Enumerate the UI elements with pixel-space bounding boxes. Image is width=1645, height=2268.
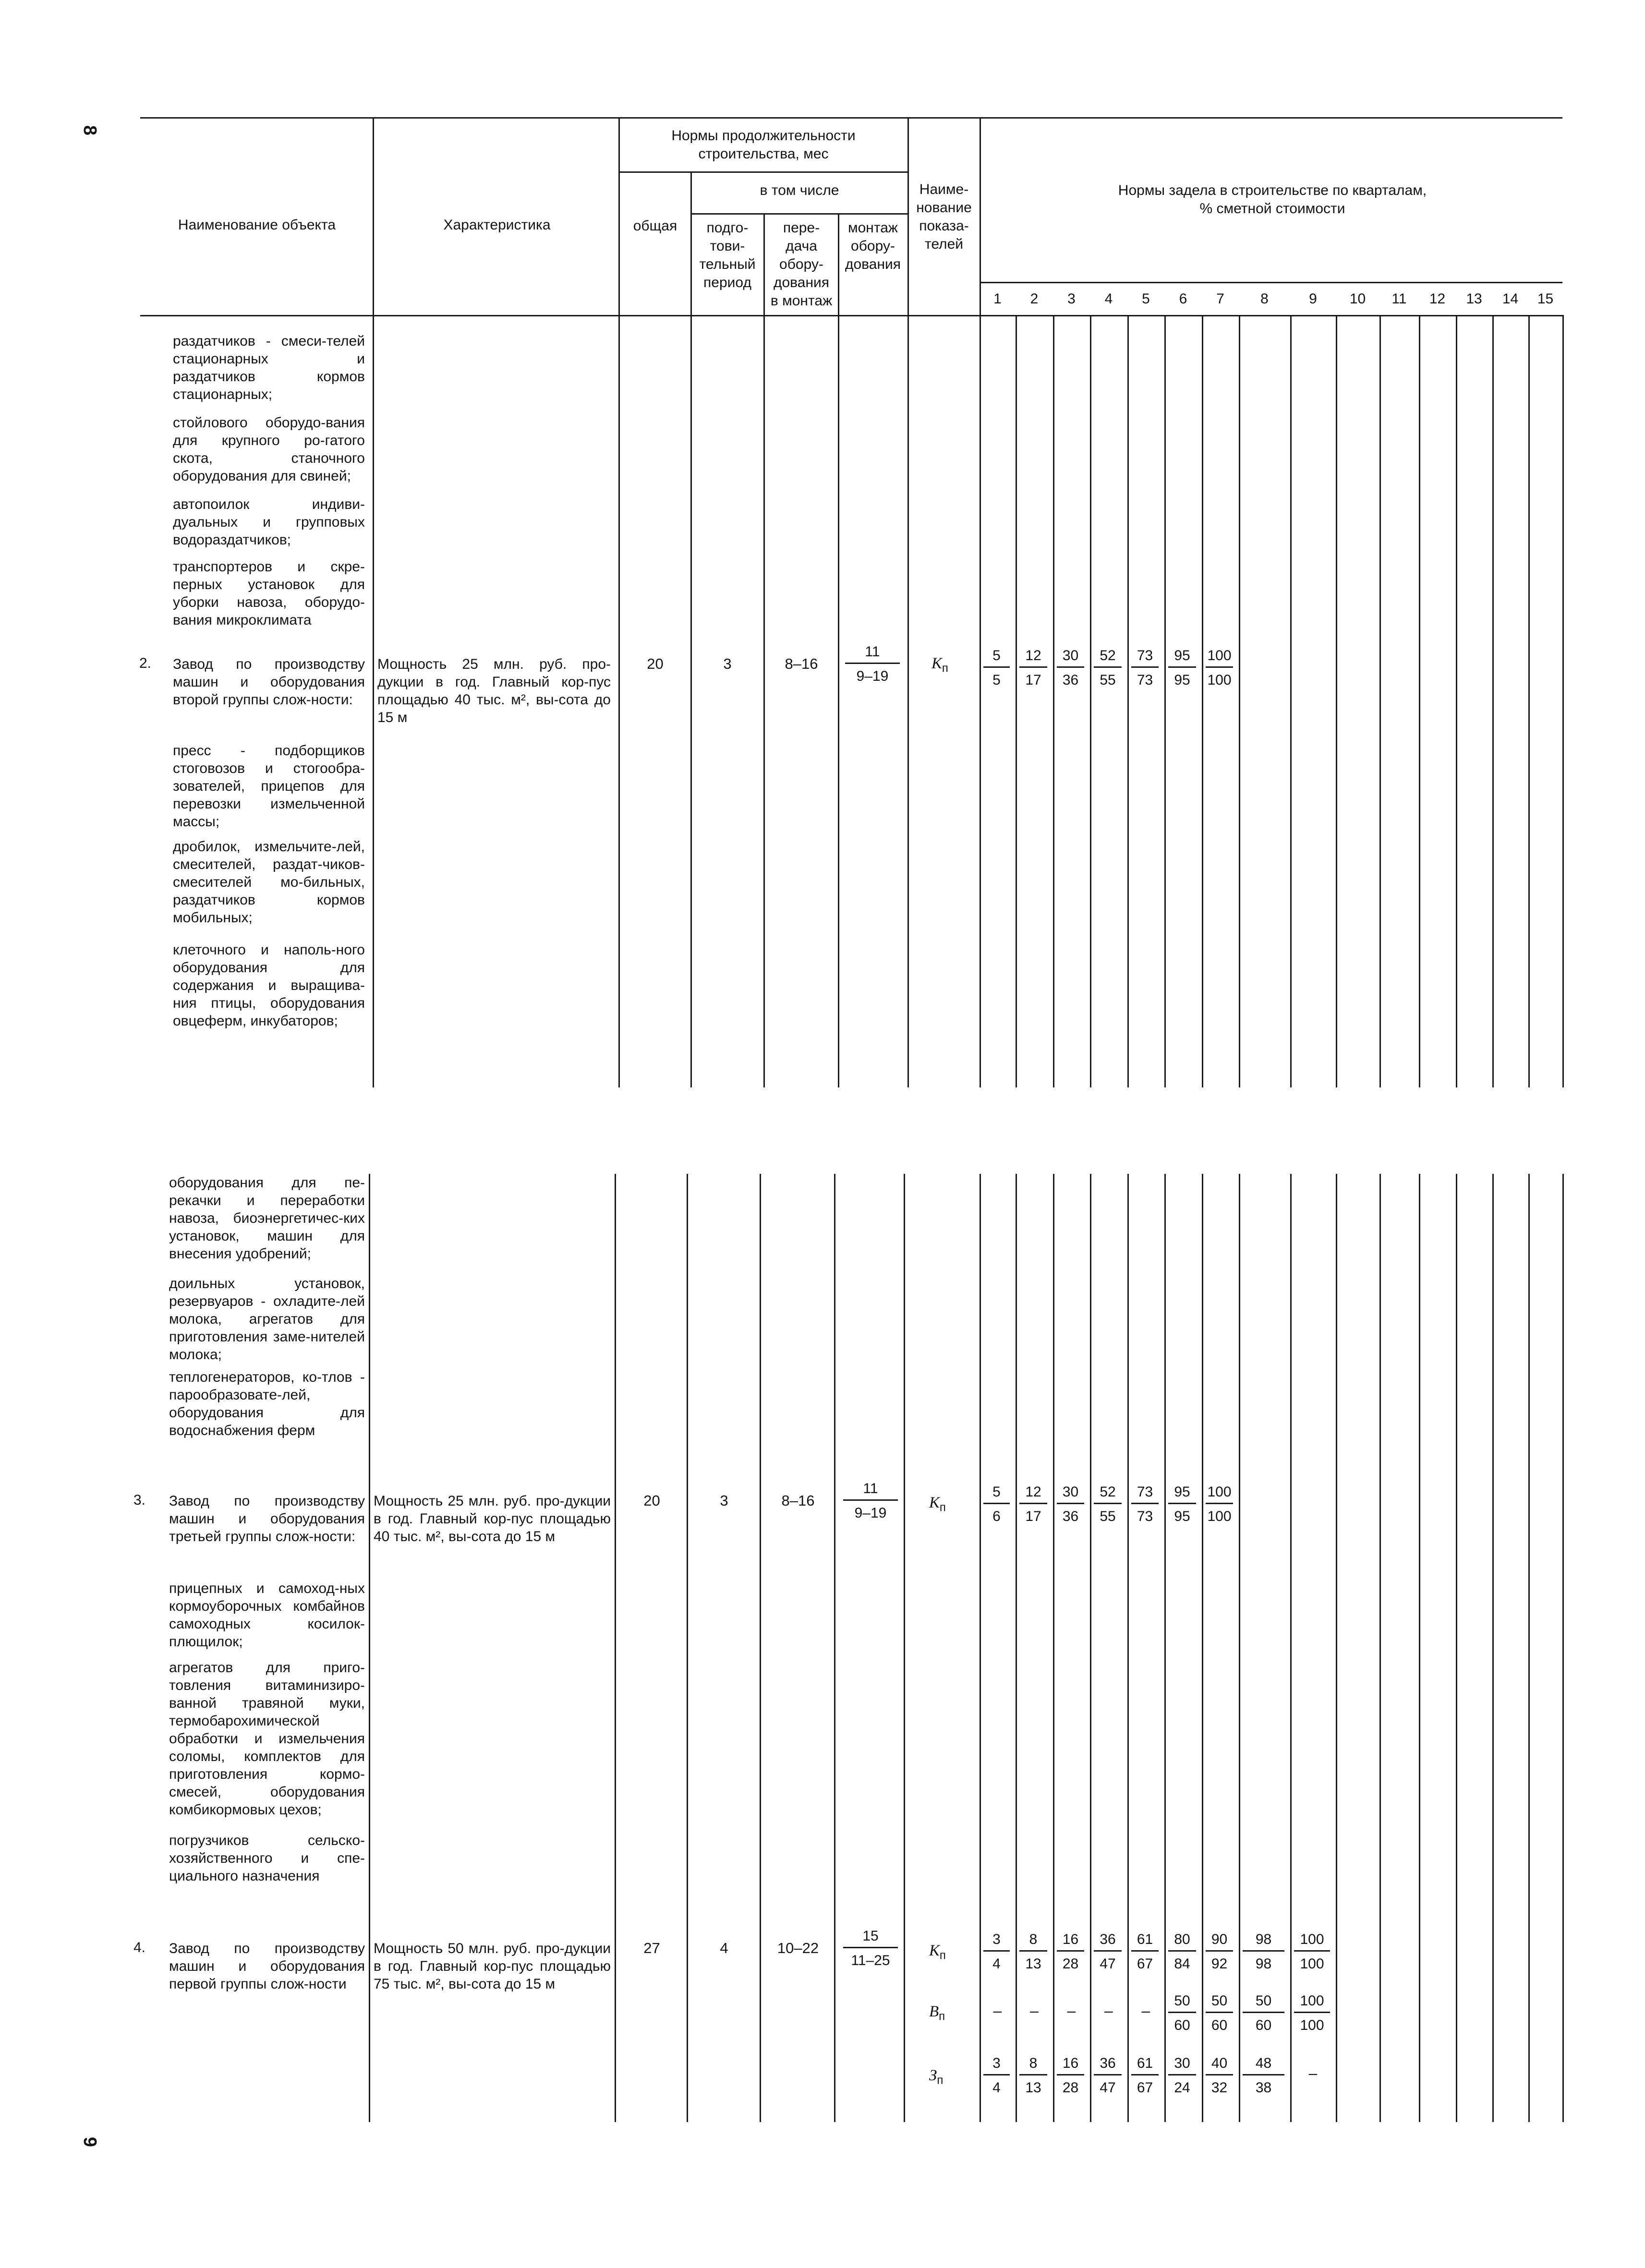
fraction-bottom: 6 bbox=[992, 1508, 1001, 1524]
quarter-fraction bbox=[1057, 1484, 1084, 1525]
object-name: Завод по производству машин и оборудования первой группы слож-ности bbox=[169, 1941, 365, 1992]
quarter-fraction bbox=[1206, 1484, 1233, 1525]
indicator-v bbox=[929, 2003, 945, 2024]
quarter-number: 3 bbox=[1067, 291, 1076, 307]
fraction-top: 73 bbox=[1131, 647, 1159, 668]
column-line bbox=[369, 1174, 370, 2122]
quarter-dash: – bbox=[1104, 2002, 1113, 2019]
fraction-top: 16 bbox=[1057, 1931, 1084, 1952]
fraction-bottom: 32 bbox=[1211, 2080, 1228, 2096]
column-line bbox=[980, 315, 981, 1087]
quarter-fraction bbox=[1294, 1992, 1330, 2034]
column-line bbox=[763, 315, 765, 1087]
column-line bbox=[1164, 1174, 1166, 2122]
fraction-top: 30 bbox=[1168, 2055, 1196, 2075]
duration-mount bbox=[843, 1480, 898, 1522]
column-line bbox=[1090, 1174, 1091, 2122]
quarter-fraction bbox=[1206, 1992, 1233, 2034]
quarter-fraction bbox=[983, 1931, 1010, 1973]
fraction-bottom: 60 bbox=[1255, 2017, 1272, 2033]
header-rule-c bbox=[980, 282, 1562, 283]
column-line bbox=[1379, 315, 1381, 1087]
header-indicators: Наиме- нование показа- телей bbox=[916, 181, 972, 252]
column-line bbox=[1419, 315, 1420, 1087]
fraction-top: 50 bbox=[1206, 1992, 1233, 2013]
quarter-fraction bbox=[1168, 647, 1196, 689]
fraction-top: 36 bbox=[1094, 1931, 1122, 1952]
column-line bbox=[1053, 315, 1054, 1087]
column-line bbox=[838, 315, 839, 1087]
header-divider bbox=[690, 171, 692, 316]
fraction-top: 8 bbox=[1019, 1931, 1047, 1952]
fraction-top: 61 bbox=[1131, 2055, 1159, 2075]
header-characteristic: Характеристика bbox=[443, 217, 551, 233]
fraction-top: 50 bbox=[1168, 1992, 1196, 2013]
column-line bbox=[1290, 315, 1292, 1087]
quarter-fraction bbox=[1019, 647, 1047, 689]
duration-prep: 4 bbox=[720, 1940, 728, 1956]
quarter-number: 7 bbox=[1216, 291, 1224, 307]
column-line bbox=[1528, 1174, 1530, 2122]
column-line bbox=[1419, 1174, 1420, 2122]
fraction-top: 36 bbox=[1094, 2055, 1122, 2075]
fraction-top: 40 bbox=[1206, 2055, 1233, 2075]
indicator-letter: В bbox=[929, 2003, 939, 2020]
quarter-fraction bbox=[983, 2055, 1010, 2097]
fraction-bottom: 17 bbox=[1025, 1508, 1041, 1524]
quarter-number: 15 bbox=[1537, 291, 1554, 307]
quarter-fraction bbox=[1243, 1931, 1284, 1973]
indicator-subscript: п bbox=[939, 2010, 945, 2023]
fraction-top: 12 bbox=[1019, 1484, 1047, 1504]
list-item: теплогенераторов, ко-тлов - парообразовате-лей, оборудования для водоснабжения ферм bbox=[169, 1369, 365, 1438]
object-characteristic: Мощность 25 млн. руб. про-дукции в год. Главный кор-пус площадью 40 тыс. м², вы-сота до 15 м bbox=[377, 656, 611, 725]
header-including: в том числе bbox=[760, 182, 839, 198]
column-line bbox=[373, 315, 374, 1087]
fraction-bottom: 67 bbox=[1137, 2080, 1153, 2096]
fraction-top: 3 bbox=[983, 2055, 1010, 2075]
fraction-top: 16 bbox=[1057, 2055, 1084, 2075]
duration-mount bbox=[845, 643, 900, 685]
quarter-fraction bbox=[1168, 2055, 1196, 2097]
quarter-fraction bbox=[983, 647, 1010, 689]
quarter-dash: – bbox=[1141, 2002, 1150, 2019]
quarter-fraction bbox=[1094, 2055, 1122, 2097]
column-line bbox=[1379, 1174, 1381, 2122]
page-number-top: 8 bbox=[80, 125, 100, 136]
quarter-fraction bbox=[1057, 1931, 1084, 1973]
column-line bbox=[1336, 315, 1337, 1087]
fraction-top: 3 bbox=[983, 1931, 1010, 1952]
quarter-dash: – bbox=[993, 2002, 1002, 2019]
duration-transfer: 10–22 bbox=[777, 1940, 819, 1956]
fraction-top: 61 bbox=[1131, 1931, 1159, 1952]
quarter-fraction bbox=[1131, 1931, 1159, 1973]
row-number: 3. bbox=[133, 1492, 146, 1508]
fraction-bottom: 13 bbox=[1025, 2080, 1041, 2096]
indicator-subscript: п bbox=[942, 662, 948, 675]
fraction-top: 52 bbox=[1094, 1484, 1122, 1504]
column-line bbox=[1016, 315, 1017, 1087]
quarter-dash: – bbox=[1030, 2002, 1039, 2019]
duration-total: 20 bbox=[643, 1492, 660, 1509]
list-item: прицепных и самоход-ных кормоуборочных комбайнов самоходных косилок-плющилок; bbox=[169, 1580, 365, 1650]
column-line bbox=[1127, 1174, 1129, 2122]
fraction-bottom: 38 bbox=[1255, 2080, 1272, 2096]
quarter-fraction bbox=[1094, 647, 1122, 689]
column-line bbox=[1290, 1174, 1292, 2122]
list-item: пресс - подборщиков стоговозов и стогообра-зователей, прицепов для перевозки измельченной массы; bbox=[173, 743, 365, 830]
row-number: 4. bbox=[133, 1940, 146, 1955]
quarter-fraction bbox=[1131, 2055, 1159, 2097]
fraction-top: 11 bbox=[845, 643, 900, 664]
quarter-number: 9 bbox=[1309, 291, 1317, 307]
quarter-fraction bbox=[1131, 1484, 1159, 1525]
header-transfer: пере- дача обору- дования в монтаж bbox=[770, 220, 833, 309]
column-line bbox=[907, 315, 909, 1087]
header-prep-period: подго- тови- тельный период bbox=[699, 220, 756, 290]
quarter-fraction bbox=[1094, 1931, 1122, 1973]
header-norms-duration: Нормы продолжительности строительства, мес bbox=[671, 128, 856, 162]
header-divider bbox=[373, 117, 374, 316]
quarter-fraction bbox=[1168, 1484, 1196, 1525]
header-norms-backlog: Нормы задела в строительстве по кварталам, % сметной стоимости bbox=[1118, 182, 1427, 217]
column-line bbox=[1202, 1174, 1203, 2122]
quarter-fraction bbox=[1243, 2055, 1284, 2097]
quarter-fraction bbox=[1243, 1992, 1284, 2034]
column-line bbox=[1456, 315, 1457, 1087]
fraction-bottom: 13 bbox=[1025, 1956, 1041, 1972]
quarter-fraction bbox=[1094, 1484, 1122, 1525]
fraction-top: 11 bbox=[843, 1480, 898, 1501]
quarter-fraction bbox=[1019, 1484, 1047, 1525]
fraction-bottom: 4 bbox=[992, 1956, 1001, 1972]
fraction-top: 12 bbox=[1019, 647, 1047, 668]
list-item: погрузчиков сельско-хозяйственного и спе-циального назначения bbox=[169, 1833, 365, 1884]
fraction-bottom: 73 bbox=[1137, 1508, 1153, 1524]
column-line bbox=[690, 315, 692, 1087]
indicator-label bbox=[931, 655, 948, 676]
fraction-top: 48 bbox=[1243, 2055, 1284, 2075]
header-rule-b bbox=[690, 213, 907, 215]
fraction-bottom: 100 bbox=[1207, 672, 1232, 688]
fraction-bottom: 28 bbox=[1062, 2080, 1079, 2096]
column-line bbox=[1016, 1174, 1017, 2122]
indicator-letter: З bbox=[929, 2067, 937, 2084]
fraction-top: 52 bbox=[1094, 647, 1122, 668]
fraction-top: 100 bbox=[1294, 1992, 1330, 2013]
fraction-bottom: 95 bbox=[1174, 672, 1190, 688]
quarter-fraction bbox=[1206, 647, 1233, 689]
column-line bbox=[1053, 1174, 1054, 2122]
fraction-bottom: 28 bbox=[1062, 1956, 1079, 1972]
quarter-fraction bbox=[1057, 2055, 1084, 2097]
column-line bbox=[1562, 315, 1564, 1087]
table-top-rule bbox=[140, 117, 1562, 119]
page-number-bottom: 9 bbox=[80, 2136, 100, 2147]
column-line bbox=[834, 1174, 835, 2122]
quarter-number: 1 bbox=[993, 291, 1002, 307]
indicator-letter: К bbox=[929, 1942, 940, 1959]
fraction-bottom: 36 bbox=[1062, 1508, 1079, 1524]
fraction-top: 50 bbox=[1243, 1992, 1284, 2013]
column-line bbox=[615, 1174, 616, 2122]
header-total: общая bbox=[633, 218, 677, 234]
list-item: оборудования для пе-рекачки и переработки навоза, биоэнергетичес-ких установок, машин для внесения удобрений; bbox=[169, 1175, 365, 1262]
row-number: 2. bbox=[139, 655, 152, 671]
header-mount: монтаж обору- дования bbox=[845, 220, 901, 272]
fraction-bottom: 98 bbox=[1255, 1956, 1272, 1972]
fraction-bottom: 67 bbox=[1137, 1956, 1153, 1972]
fraction-bottom: 5 bbox=[992, 672, 1001, 688]
column-line bbox=[1239, 1174, 1240, 2122]
list-item: раздатчиков - смеси-телей стационарных и раздатчиков кормов стационарных; bbox=[173, 333, 365, 402]
object-name: Завод по производству машин и оборудования второй группы слож-ности: bbox=[173, 656, 365, 708]
duration-transfer: 8–16 bbox=[785, 655, 818, 672]
quarter-fraction bbox=[1057, 647, 1084, 689]
indicator-label bbox=[929, 1494, 946, 1515]
column-line bbox=[1562, 1174, 1564, 2122]
fraction-bottom: 9–19 bbox=[854, 1505, 887, 1521]
fraction-top: 73 bbox=[1131, 1484, 1159, 1504]
header-divider bbox=[618, 117, 620, 316]
fraction-top: 8 bbox=[1019, 2055, 1047, 2075]
list-item: транспортеров и скре-перных установок для уборки навоза, оборудо-вания микроклимата bbox=[173, 559, 365, 628]
quarter-fraction bbox=[1168, 1931, 1196, 1973]
duration-total: 27 bbox=[643, 1940, 660, 1956]
quarter-dash: – bbox=[1067, 2002, 1076, 2019]
indicator-letter: К bbox=[929, 1494, 940, 1511]
fraction-bottom: 100 bbox=[1300, 1956, 1324, 1972]
fraction-top: 30 bbox=[1057, 1484, 1084, 1504]
column-line bbox=[1456, 1174, 1457, 2122]
column-line bbox=[687, 1174, 688, 2122]
column-line bbox=[980, 1174, 981, 2122]
column-line bbox=[1492, 1174, 1494, 2122]
duration-mount bbox=[843, 1928, 898, 1969]
quarter-fraction bbox=[1206, 2055, 1233, 2097]
duration-total: 20 bbox=[647, 655, 664, 672]
quarter-number: 10 bbox=[1349, 291, 1366, 307]
quarter-dash: – bbox=[1308, 2064, 1318, 2082]
indicator-z bbox=[929, 2067, 943, 2087]
fraction-bottom: 47 bbox=[1100, 2080, 1116, 2096]
fraction-bottom: 55 bbox=[1100, 1508, 1116, 1524]
fraction-top: 90 bbox=[1206, 1931, 1233, 1952]
quarter-fraction bbox=[1168, 1992, 1196, 2034]
fraction-bottom: 92 bbox=[1211, 1956, 1228, 1972]
header-object-name: Наименование объекта bbox=[178, 217, 336, 233]
column-line bbox=[1239, 315, 1240, 1087]
list-item: дробилок, измельчите-лей, смесителей, раздат-чиков-смесителей мо-бильных, раздатчиков кормов мобильных; bbox=[173, 839, 365, 926]
fraction-top: 100 bbox=[1294, 1931, 1330, 1952]
column-line bbox=[904, 1174, 905, 2122]
fraction-top: 95 bbox=[1168, 647, 1196, 668]
indicator-subscript: п bbox=[939, 1501, 946, 1514]
fraction-bottom: 100 bbox=[1300, 2017, 1324, 2033]
quarter-number: 4 bbox=[1104, 291, 1113, 307]
fraction-bottom: 73 bbox=[1137, 672, 1153, 688]
indicator-subscript: п bbox=[937, 2074, 943, 2087]
quarter-fraction bbox=[1206, 1931, 1233, 1973]
fraction-top: 5 bbox=[983, 647, 1010, 668]
fraction-top: 100 bbox=[1206, 647, 1233, 668]
column-line bbox=[1127, 315, 1129, 1087]
fraction-bottom: 9–19 bbox=[856, 668, 889, 684]
quarter-number: 12 bbox=[1429, 291, 1446, 307]
list-item: клеточного и наполь-ного оборудования для содержания и выращива-ния птицы, оборудования овцеферм, инкубаторов; bbox=[173, 942, 365, 1029]
quarter-number: 14 bbox=[1502, 291, 1519, 307]
header-divider bbox=[980, 117, 981, 316]
column-line bbox=[1492, 315, 1494, 1087]
indicator-subscript: п bbox=[939, 1949, 946, 1962]
quarter-fraction bbox=[1131, 647, 1159, 689]
column-line bbox=[1164, 315, 1166, 1087]
quarter-number: 2 bbox=[1030, 291, 1039, 307]
object-name: Завод по производству машин и оборудования третьей группы слож-ности: bbox=[169, 1493, 365, 1544]
column-line bbox=[618, 315, 620, 1087]
fraction-top: 98 bbox=[1243, 1931, 1284, 1952]
quarter-fraction bbox=[983, 1484, 1010, 1525]
column-line bbox=[760, 1174, 761, 2122]
object-characteristic: Мощность 50 млн. руб. про-дукции в год. Главный кор-пус площадью 75 тыс. м², вы-сота до 15 м bbox=[374, 1941, 611, 1992]
header-divider bbox=[763, 213, 765, 316]
fraction-bottom: 4 bbox=[992, 2080, 1001, 2096]
quarter-number: 6 bbox=[1179, 291, 1187, 307]
quarter-number: 13 bbox=[1466, 291, 1482, 307]
fraction-top: 95 bbox=[1168, 1484, 1196, 1504]
quarter-fraction bbox=[1294, 1931, 1330, 1973]
list-item: автопоилок индиви-дуальных и групповых водораздатчиков; bbox=[173, 496, 365, 548]
duration-prep: 3 bbox=[720, 1492, 728, 1509]
fraction-top: 5 bbox=[983, 1484, 1010, 1504]
fraction-bottom: 24 bbox=[1174, 2080, 1190, 2096]
duration-prep: 3 bbox=[723, 655, 732, 672]
quarter-number: 5 bbox=[1142, 291, 1150, 307]
column-line bbox=[1336, 1174, 1337, 2122]
fraction-bottom: 55 bbox=[1100, 672, 1116, 688]
list-item: доильных установок, резервуаров - охладите-лей молока, агрегатов для приготовления заме-нителей молока; bbox=[169, 1276, 365, 1363]
fraction-bottom: 84 bbox=[1174, 1956, 1190, 1972]
fraction-top: 15 bbox=[843, 1928, 898, 1948]
fraction-bottom: 47 bbox=[1100, 1956, 1116, 1972]
table-header-bottom-rule bbox=[140, 315, 1562, 316]
indicator-letter: К bbox=[931, 655, 942, 672]
indicator-k bbox=[929, 1942, 946, 1963]
quarter-number: 8 bbox=[1260, 291, 1269, 307]
quarter-fraction bbox=[1019, 2055, 1047, 2097]
fraction-bottom: 36 bbox=[1062, 672, 1079, 688]
fraction-bottom: 60 bbox=[1174, 2017, 1190, 2033]
fraction-top: 30 bbox=[1057, 647, 1084, 668]
fraction-bottom: 100 bbox=[1207, 1508, 1232, 1524]
fraction-bottom: 95 bbox=[1174, 1508, 1190, 1524]
column-line bbox=[1202, 315, 1203, 1087]
header-rule-a bbox=[618, 171, 907, 173]
fraction-top: 100 bbox=[1206, 1484, 1233, 1504]
quarter-number: 11 bbox=[1391, 291, 1407, 307]
object-characteristic: Мощность 25 млн. руб. про-дукции в год. Главный кор-пус площадью 40 тыс. м², вы-сота до 15 м bbox=[374, 1493, 611, 1544]
column-line bbox=[1090, 315, 1091, 1087]
fraction-bottom: 60 bbox=[1211, 2017, 1228, 2033]
fraction-bottom: 11–25 bbox=[851, 1953, 890, 1968]
list-item: стойлового оборудо-вания для крупного ро-гатого скота, станочного оборудования для свиней; bbox=[173, 415, 365, 484]
duration-transfer: 8–16 bbox=[781, 1492, 815, 1509]
column-line bbox=[1528, 315, 1530, 1087]
fraction-bottom: 17 bbox=[1025, 672, 1041, 688]
fraction-top: 80 bbox=[1168, 1931, 1196, 1952]
quarter-fraction bbox=[1019, 1931, 1047, 1973]
list-item: агрегатов для приго-товления витаминизиро-ванной травяной муки, термобарохимической обработки и измельчения соломы, комплектов для приготовления кормо-смесей, оборудования комбикормовых цехов; bbox=[169, 1660, 365, 1818]
